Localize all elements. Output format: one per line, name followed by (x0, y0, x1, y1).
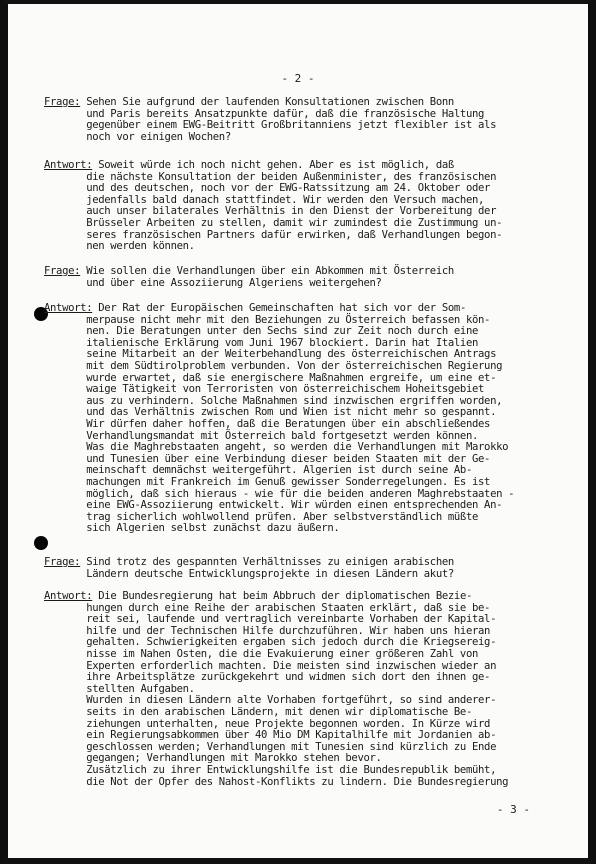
line-text: italienische Erklärung vom Juni 1967 blockiert. Darin hat Italien (44, 336, 479, 349)
line-text: Ländern deutsche Entwicklungsprojekte in diesen Ländern akut? (44, 567, 454, 580)
line-text: Was die Maghrebstaaten angeht, so werden die Verhandlungen mit Marokko (44, 441, 509, 454)
line-text: Sind trotz des gespannten Verhältnisses zu einigen arabischen (80, 556, 454, 568)
line-text: meinschaft demnächst weitergeführt. Algerien ist durch seine Ab- (44, 464, 472, 477)
qa-block-answer-1 (44, 160, 564, 253)
line-text: Verhandlungsmandat mit Österreich bald fortgesetzt werden können. (44, 429, 479, 442)
line-text: machungen mit Frankreich im Genuß gewisser Sonderregelungen. Es ist (44, 475, 491, 488)
line-text: ihre Arbeitsplätze zurückgekehrt und widmen sich dort den ihnen ge- (44, 671, 491, 684)
question-label: Frage: (44, 556, 81, 568)
question-label: Frage: (44, 265, 81, 277)
text-line (44, 569, 564, 581)
line-text: nisse im Nahen Osten, die die Evakuierung einer größeren Zahl von (44, 647, 479, 660)
line-text: eine EWG-Assoziierung entwickelt. Wir würden einen entsprechenden An- (44, 499, 503, 512)
line-text: seres französischen Partners dafür erwirken, daß Verhandlungen begon- (44, 228, 503, 241)
question-label: Frage: (44, 96, 81, 108)
qa-block-question-3 (44, 557, 564, 580)
text-line (44, 523, 564, 535)
line-text: jedenfalls bald danach stattfindet. Wir werden den Versuch machen, (44, 193, 485, 206)
answer-label: Antwort: (44, 302, 93, 314)
line-text: merpause nicht mehr mit den Beziehungen zu Österreich befassen kön- (44, 313, 491, 326)
line-text: die Not der Opfer des Nahost-Konflikts zu lindern. Die Bundesregierung (44, 775, 509, 788)
line-text: möglich, daß sich hieraus - wie für die beiden anderen Maghrebstaaten - (44, 487, 515, 500)
line-text: stellten Aufgaben. (44, 682, 195, 695)
line-text: Brüsseler Arbeiten zu stellen, damit wir zumindest die Zustimmung un- (44, 216, 503, 229)
line-text: Sehen Sie aufgrund der laufenden Konsultationen zwischen Bonn (80, 96, 454, 108)
text-line (44, 241, 564, 253)
page-number: - 2 - (281, 72, 315, 85)
line-text: geschlossen werden; Verhandlungen mit Tunesien sind kürzlich zu Ende (44, 740, 497, 753)
line-text: sich Algerien selbst zunächst dazu äußern. (44, 522, 340, 535)
line-text: trag sicherlich wohlwollend prüfen. Aber selbstverständlich müßte (44, 510, 479, 523)
text-line (44, 132, 564, 144)
line-text: und Tunesien über eine Verbindung dieser beiden Staaten mit der Ge- (44, 452, 491, 465)
line-text: und über eine Assoziierung Algeriens weitergehen? (44, 276, 382, 289)
line-text: und das Verhältnis zwischen Rom und Wien ist nicht mehr so gespannt. (44, 406, 497, 419)
answer-label: Antwort: (44, 159, 93, 171)
line-text: nen werden können. (44, 240, 195, 253)
qa-block-answer-3 (44, 591, 564, 788)
line-text: reit sei, laufende und vertraglich vereinbarte Vorhaben der Kapital- (44, 613, 497, 626)
line-text: gegenüber einem EWG-Beitritt Großbritanniens jetzt flexibler ist als (44, 119, 497, 132)
line-text: Soweit würde ich noch nicht gehen. Aber es ist möglich, daß (92, 159, 454, 171)
line-text: hilfe und der Technischen Hilfe durchzuführen. Wir haben uns hieran (44, 624, 491, 637)
line-text: seits in den arabischen Ländern, mit denen wir diplomatische Be- (44, 705, 472, 718)
line-text: waige Tätigkeit von Terroristen von österreichischem Hoheitsgebiet (44, 383, 485, 396)
line-text: hungen durch eine Reihe der arabischen Staaten erklärt, daß sie be- (44, 601, 491, 614)
punch-hole-bottom (34, 536, 48, 550)
line-text: gegangen; Verhandlungen mit Marokko stehen bevor. (44, 752, 382, 765)
line-text: noch vor einigen Wochen? (44, 130, 231, 143)
text-line (44, 278, 564, 290)
line-text: Wie sollen die Verhandlungen über ein Abkommen mit Österreich (80, 265, 454, 277)
text-line (44, 777, 564, 789)
line-text: Der Rat der Europäischen Gemeinschaften hat sich vor der Som- (92, 302, 466, 314)
line-text: auch unser bilaterales Verhältnis in den Dienst der Vorbereitung der (44, 205, 497, 218)
line-text: ziehungen unterhalten, neue Projekte begonnen worden. In Kürze wird (44, 717, 491, 730)
line-text: Zusätzlich zu ihrer Entwicklungshilfe ist die Bundesrepublik bemüht, (44, 763, 497, 776)
line-text: wurde erwartet, daß sie energischere Maßnahmen ergreife, um eine et- (44, 371, 497, 384)
line-text: mit dem Südtirolproblem verbunden. Von der österreichischen Regierung (44, 359, 503, 372)
line-text: aus zu verhindern. Solche Maßnahmen sind inzwischen ergriffen worden, (44, 394, 503, 407)
line-text: nen. Die Beratungen unter den Sechs sind zur Zeit noch durch eine (44, 325, 479, 338)
line-text: ein Regierungsabkommen über 40 Mio DM Kapitalhilfe mit Jordanien ab- (44, 729, 497, 742)
next-page-marker: - 3 - (496, 803, 530, 816)
line-text: und des deutschen, noch vor der EWG-Ratssitzung am 24. Oktober oder (44, 182, 491, 195)
qa-block-question-1 (44, 97, 564, 143)
line-text: Wurden in diesen Ländern alte Vorhaben fortgeführt, so sind anderer- (44, 694, 497, 707)
qa-block-answer-2 (44, 303, 564, 535)
line-text: gehalten. Schwierigkeiten ergaben sich jedoch durch die Kriegsereig- (44, 636, 497, 649)
line-text: und Paris bereits Ansatzpunkte dafür, daß die französische Haltung (44, 107, 485, 120)
line-text: Wir dürfen daher hoffen, daß die Beratungen über ein abschließendes (44, 417, 491, 430)
line-text: seine Mitarbeit an der Weiterbehandlung des österreichischen Antrags (44, 348, 497, 361)
line-text: Experten erforderlich machten. Die meisten sind inzwischen wieder an (44, 659, 497, 672)
line-text: Die Bundesregierung hat beim Abbruch der diplomatischen Bezie- (92, 590, 472, 602)
answer-label: Antwort: (44, 590, 93, 602)
qa-block-question-2 (44, 266, 564, 289)
line-text: die nächste Konsultation der beiden Außenminister, des französischen (44, 170, 497, 183)
